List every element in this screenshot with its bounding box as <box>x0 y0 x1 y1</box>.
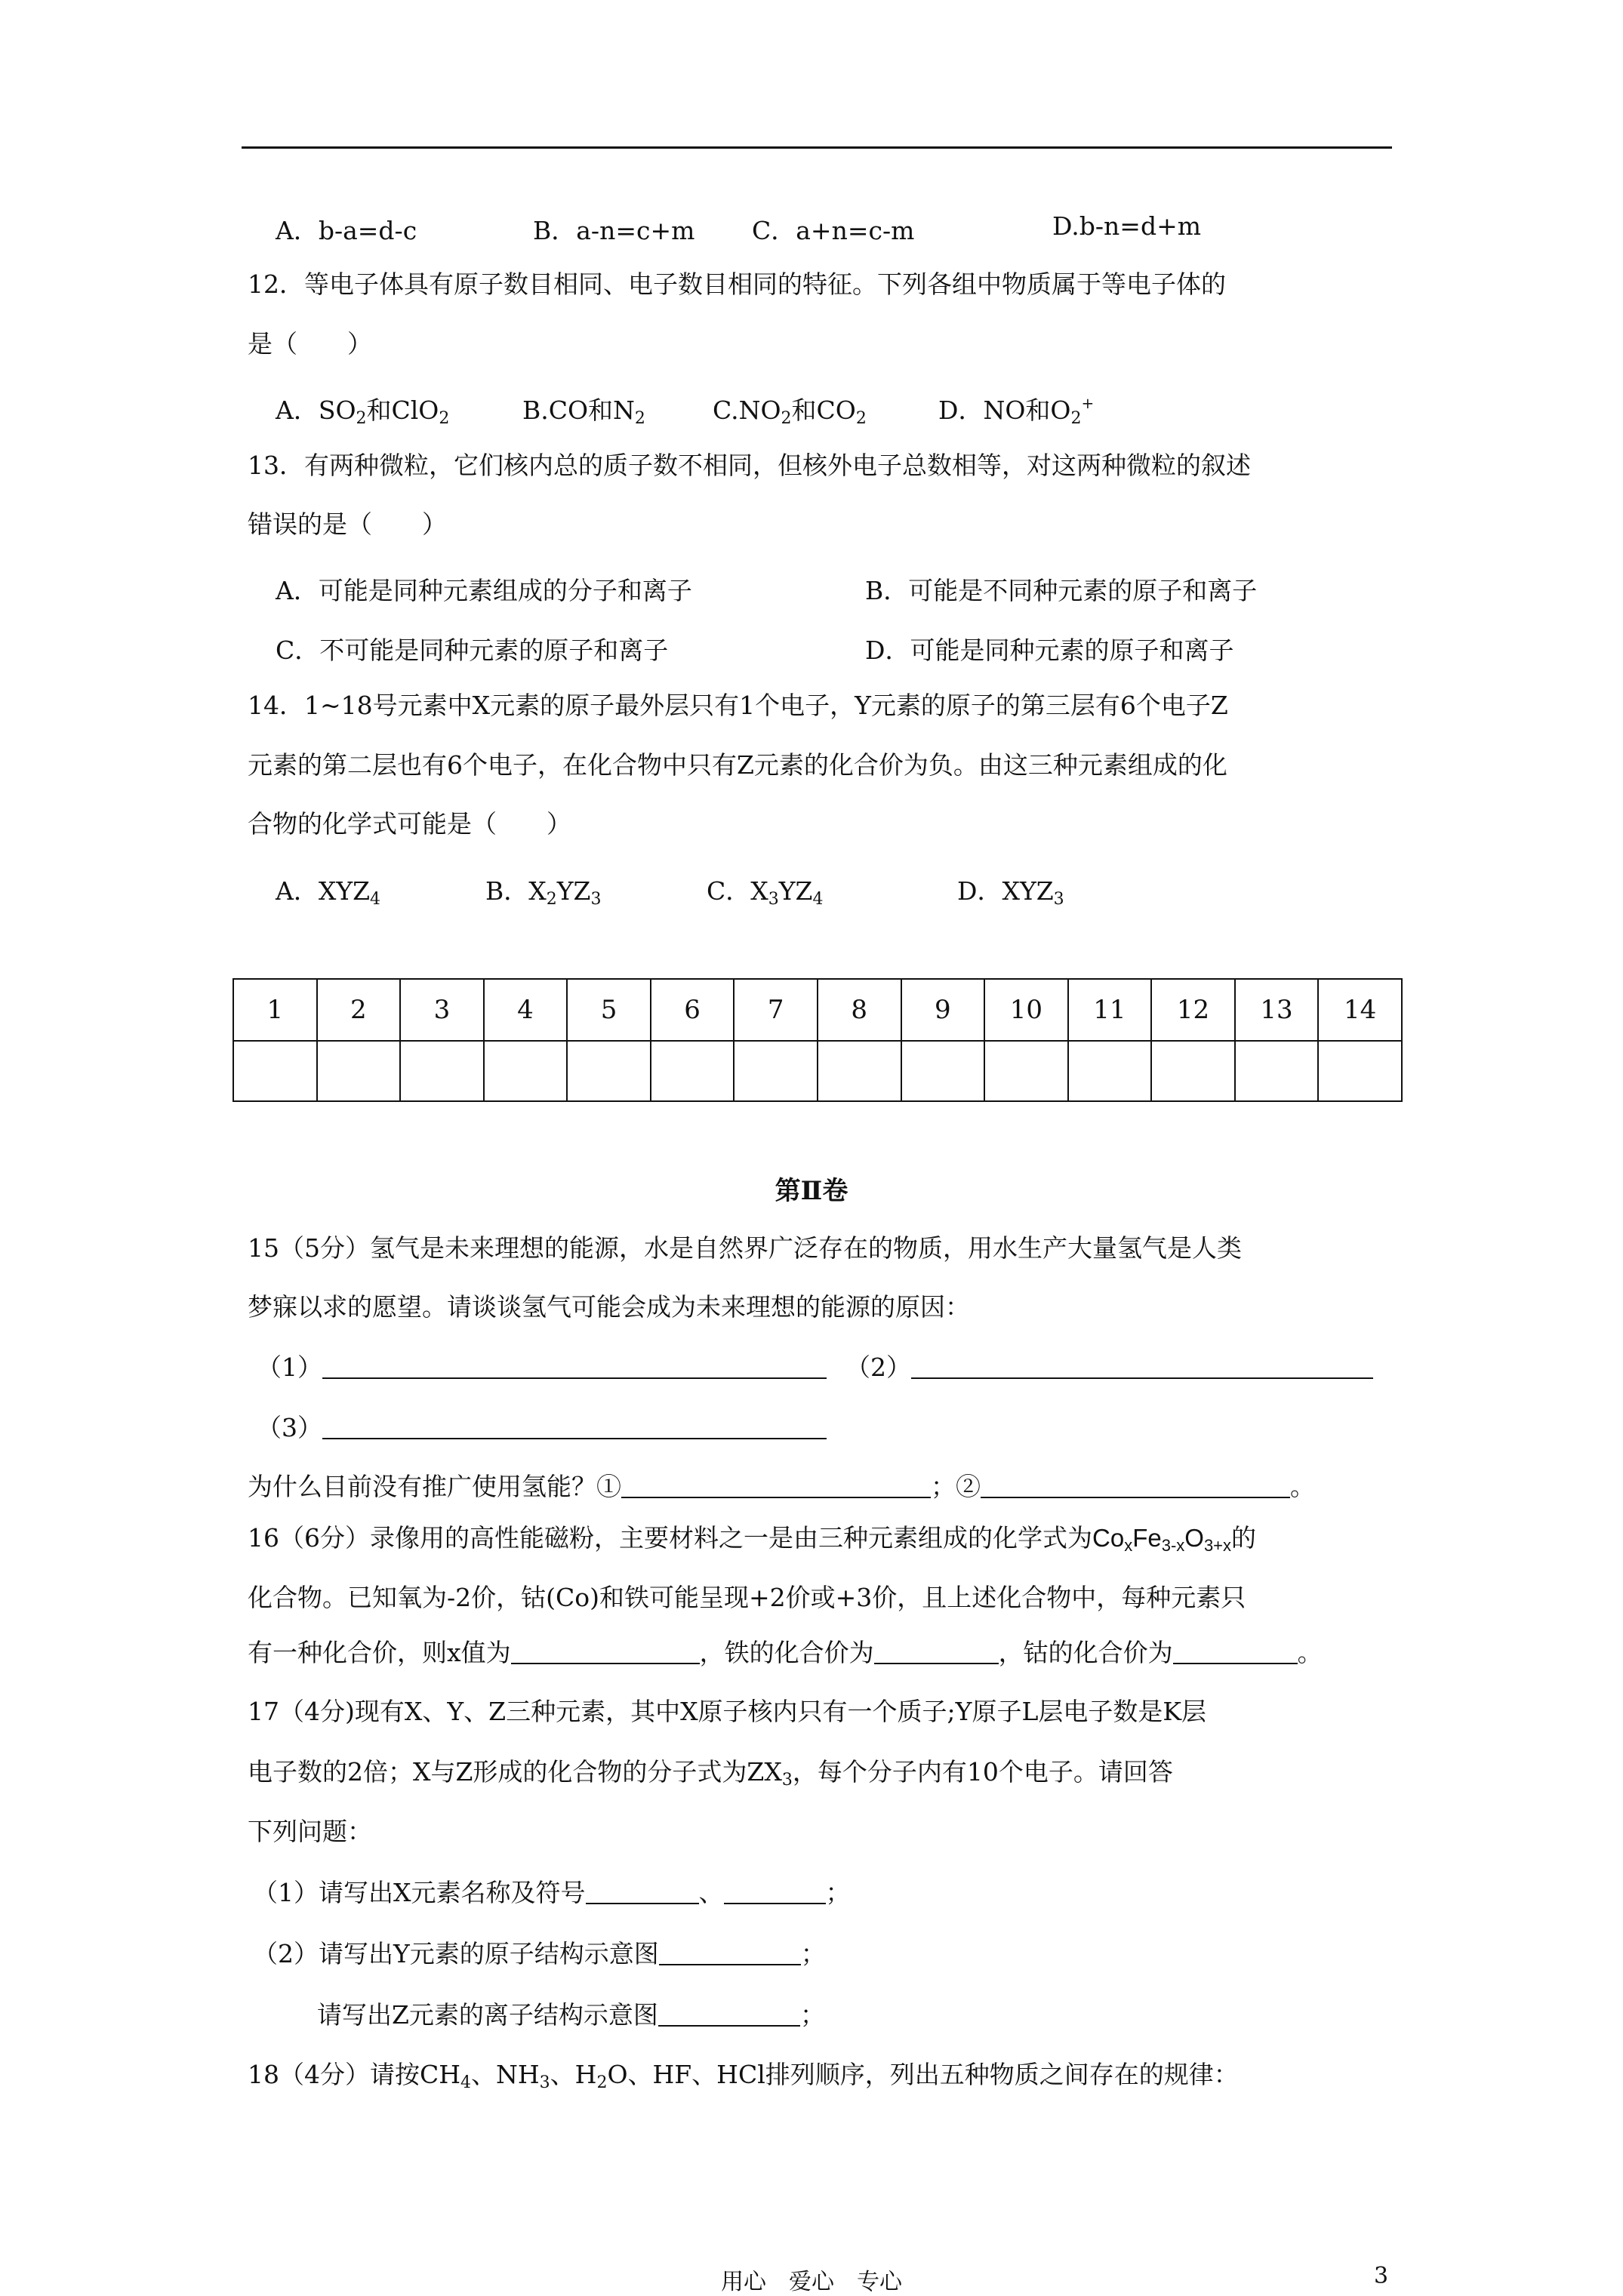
q17-sub2-prefix: （2）请写出Y元素的原子结构示意图 <box>253 1939 659 1968</box>
answer-cell[interactable] <box>1235 1041 1319 1101</box>
q17-sub1 <box>253 1876 851 1910</box>
q15-blank2-label: （2） <box>845 1353 911 1382</box>
q13-stem-line1: 13．有两种微粒，它们核内总的质子数不相同，但核外电子总数相等，对这两种微粒的叙述 <box>248 451 1251 480</box>
q14-option-d: D．$XYZ_3$ <box>957 876 1064 909</box>
q15-blank1-label: （1） <box>257 1353 322 1382</box>
q13-option-c: C．不可能是同种元素的原子和离子 <box>276 636 669 665</box>
answer-cell[interactable] <box>317 1041 401 1101</box>
q17-line2-subscript: 3 <box>781 1771 793 1790</box>
q13-option-d: D．可能是同种元素的原子和离子 <box>865 636 1234 665</box>
q16-line3-b: ，铁的化合价为 <box>699 1638 874 1667</box>
answer-header-cell: 2 <box>317 979 401 1041</box>
q17-sub3 <box>317 1999 825 2032</box>
q16-line3-a: 有一种化合价，则x值为 <box>248 1638 511 1667</box>
q14-option-a: A．$XYZ_4$ <box>276 876 381 909</box>
q15-why-separator: ；② <box>931 1472 981 1501</box>
q17-line3: 下列问题： <box>248 1817 372 1846</box>
q13-stem-line2: 错误的是（ ） <box>248 509 447 539</box>
q11-option-b: B．a-n=c+m <box>533 216 695 245</box>
q15-answer-line-2 <box>845 1351 1373 1384</box>
answer-header-cell: 9 <box>901 979 985 1041</box>
q17-line2-suffix: ，每个分子内有10个电子。请回答 <box>792 1757 1173 1787</box>
q15-why-blank-2[interactable] <box>981 1473 1290 1498</box>
q18-line: 18（4分）请按$CH_4$、$NH_3$、$H_2O$、HF、HCl排列顺序，列出五种物质之间存在的规律： <box>248 2060 1239 2092</box>
q17-y-diagram-blank[interactable] <box>659 1940 801 1965</box>
q15-blank3-label: （3） <box>257 1413 322 1442</box>
header-rule <box>242 146 1392 149</box>
answer-cell[interactable] <box>1068 1041 1152 1101</box>
q16-fe-valence-blank[interactable] <box>874 1639 999 1664</box>
q15-stem-line2: 梦寐以求的愿望。请谈谈氢气可能会成为未来理想的能源的原因： <box>248 1292 970 1322</box>
q16-line1-suffix: 的 <box>1231 1523 1257 1553</box>
q14-stem-line3: 合物的化学式可能是（ ） <box>248 809 571 839</box>
q13-option-a: A．可能是同种元素组成的分子和离子 <box>276 576 692 605</box>
q12-option-d: D．NO和$O_2^+$ <box>938 394 1095 428</box>
answer-header-cell: 1 <box>233 979 317 1041</box>
q11-option-a: A．b-a=d-c <box>276 216 417 245</box>
q16-line1 <box>248 1522 1256 1562</box>
q15-stem-line1: 15（5分）氢气是未来理想的能源，水是自然界广泛存在的物质，用水生产大量氢气是人类 <box>248 1233 1242 1263</box>
q15-why-line <box>248 1470 1315 1503</box>
q17-sub1-end: ； <box>825 1878 851 1907</box>
answer-header-cell: 7 <box>734 979 818 1041</box>
q11-option-c: C．a+n=c-m <box>752 216 915 245</box>
answer-header-cell: 14 <box>1318 979 1402 1041</box>
q11-option-d: D.b-n=d+m <box>1052 211 1202 241</box>
q13-option-b: B．可能是不同种元素的原子和离子 <box>865 576 1258 605</box>
q15-answer-line-1 <box>257 1351 827 1384</box>
q16-line3-c: ，钴的化合价为 <box>998 1638 1173 1667</box>
answer-table-blank-row <box>233 1041 1402 1101</box>
answer-cell[interactable] <box>818 1041 901 1101</box>
q15-why-prefix: 为什么目前没有推广使用氢能？① <box>248 1472 621 1501</box>
answer-cell[interactable] <box>233 1041 317 1101</box>
q17-sub1-mid: 、 <box>698 1878 724 1907</box>
q17-line1: 17（4分)现有X、Y、Z三种元素，其中X原子核内只有一个质子;Y原子L层电子数是K层 <box>248 1697 1207 1726</box>
page-number: 3 <box>1374 2263 1389 2289</box>
q17-sub1-prefix: （1）请写出X元素名称及符号 <box>253 1878 586 1907</box>
answer-header-cell: 4 <box>484 979 568 1041</box>
q15-answer-line-3 <box>257 1411 827 1445</box>
q12-option-c: $C.NO_2$和$CO_2$ <box>713 395 867 428</box>
q17-element-symbol-blank[interactable] <box>724 1879 826 1904</box>
answer-cell[interactable] <box>984 1041 1068 1101</box>
answer-cell[interactable] <box>1318 1041 1402 1101</box>
q15-blank-2[interactable] <box>911 1353 1373 1379</box>
answer-header-cell: 5 <box>567 979 651 1041</box>
answer-header-cell: 6 <box>651 979 735 1041</box>
answer-cell[interactable] <box>734 1041 818 1101</box>
q14-option-b: B．$X_2YZ_3$ <box>485 876 602 909</box>
q17-sub3-end: ； <box>799 2000 825 2030</box>
answer-header-cell: 12 <box>1151 979 1235 1041</box>
footer-motto: 用心 爱心 专心 <box>721 2269 902 2295</box>
q14-stem-line1: 14．1~18号元素中X元素的原子最外层只有1个电子，Y元素的原子的第三层有6个电子Z <box>248 691 1228 720</box>
answer-cell[interactable] <box>484 1041 568 1101</box>
answer-cell[interactable] <box>567 1041 651 1101</box>
answer-header-cell: 11 <box>1068 979 1152 1041</box>
answer-header-cell: 13 <box>1235 979 1319 1041</box>
answer-cell[interactable] <box>901 1041 985 1101</box>
q15-blank-1[interactable] <box>322 1353 827 1379</box>
answer-cell[interactable] <box>1151 1041 1235 1101</box>
q16-line2: 化合物。已知氧为-2价，钴(Co)和铁可能呈现+2价或+3价，且上述化合物中，每种元素只 <box>248 1583 1246 1612</box>
q17-sub2 <box>253 1937 826 1971</box>
q12-option-b: B.CO和$N_2$ <box>522 395 645 428</box>
answer-table <box>233 978 1403 1102</box>
q16-co-valence-blank[interactable] <box>1173 1639 1298 1664</box>
q12-stem-line1: 12．等电子体具有原子数目相同、电子数目相同的特征。下列各组中物质属于等电子体的 <box>248 269 1226 299</box>
q16-line3 <box>248 1636 1323 1670</box>
answer-header-cell: 3 <box>400 979 484 1041</box>
q15-why-blank-1[interactable] <box>621 1473 931 1498</box>
answer-cell[interactable] <box>400 1041 484 1101</box>
q16-line3-d: 。 <box>1297 1638 1323 1667</box>
answer-header-cell: 8 <box>818 979 901 1041</box>
answer-table-header-row <box>233 979 1402 1041</box>
q15-why-end: 。 <box>1290 1472 1315 1501</box>
answer-header-cell: 10 <box>984 979 1068 1041</box>
answer-cell[interactable] <box>651 1041 735 1101</box>
q16-x-blank[interactable] <box>511 1639 700 1664</box>
q17-line2-prefix: 电子数的2倍；X与Z形成的化合物的分子式为ZX <box>248 1757 782 1787</box>
q17-sub3-prefix: 请写出Z元素的离子结构示意图 <box>317 2000 658 2030</box>
q14-option-c: C．$X_3YZ_4$ <box>707 876 824 909</box>
q17-element-name-blank[interactable] <box>586 1879 699 1904</box>
q17-line2 <box>248 1756 1173 1797</box>
q12-option-a: A．$SO_2$和ClO$_2$ <box>276 395 450 428</box>
q12-stem-line2: 是（ ） <box>248 329 372 359</box>
section-title: 第Ⅱ卷 <box>775 1176 848 1206</box>
q14-stem-line2: 元素的第二层也有6个电子，在化合物中只有Z元素的化合价为负。由这三种元素组成的化 <box>248 750 1227 780</box>
q16-line1-prefix: 16（6分）录像用的高性能磁粉，主要材料之一是由三种元素组成的化学式为 <box>248 1523 1092 1553</box>
q17-sub2-end: ； <box>800 1939 826 1968</box>
q16-formula: $Co_xFe_{3-x}O_{3+x}$ <box>1092 1524 1232 1555</box>
q17-z-diagram-blank[interactable] <box>658 2001 800 2027</box>
q15-blank-3[interactable] <box>322 1414 827 1439</box>
